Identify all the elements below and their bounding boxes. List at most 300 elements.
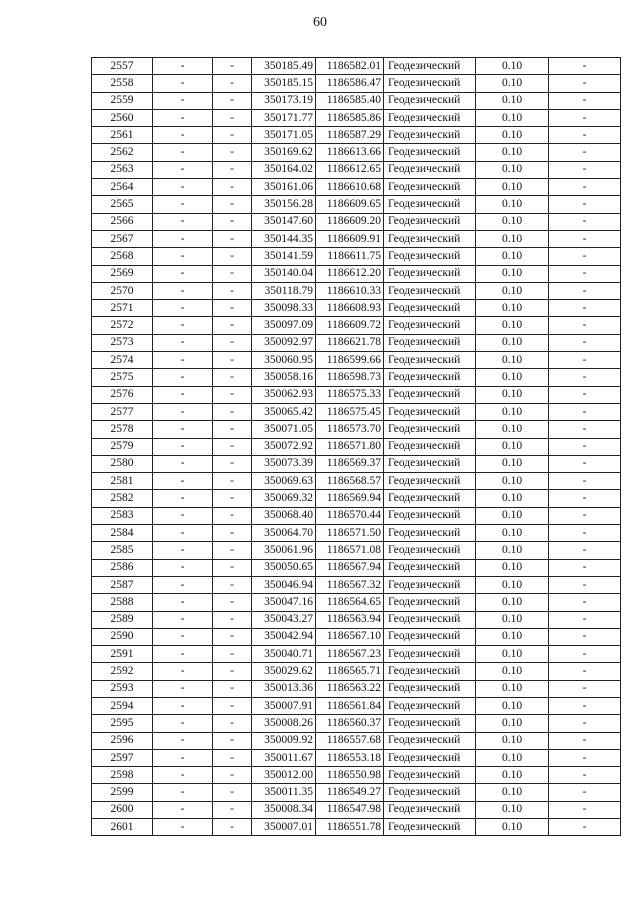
point-number-cell: 2558 — [92, 75, 153, 92]
empty-cell-1: - — [153, 386, 213, 403]
table-row — [92, 265, 621, 282]
table-row — [92, 525, 621, 542]
table-row — [92, 403, 621, 420]
precision-cell: 0.10 — [476, 646, 549, 663]
empty-cell-1: - — [153, 507, 213, 524]
empty-cell-3: - — [549, 767, 621, 784]
empty-cell-3: - — [549, 646, 621, 663]
point-number-cell: 2596 — [92, 732, 153, 749]
empty-cell-2: - — [213, 784, 252, 801]
table-body — [92, 58, 621, 836]
empty-cell-3: - — [549, 369, 621, 386]
empty-cell-2: - — [213, 576, 252, 593]
table-row — [92, 386, 621, 403]
empty-cell-1: - — [153, 663, 213, 680]
method-cell: Геодезический — [384, 819, 476, 836]
point-number-cell: 2582 — [92, 490, 153, 507]
method-cell: Геодезический — [384, 611, 476, 628]
y-coordinate-cell: 1186609.20 — [316, 213, 384, 230]
x-coordinate-cell: 350171.05 — [252, 127, 316, 144]
x-coordinate-cell: 350185.15 — [252, 75, 316, 92]
table-row — [92, 421, 621, 438]
method-cell: Геодезический — [384, 334, 476, 351]
empty-cell-1: - — [153, 438, 213, 455]
empty-cell-2: - — [213, 680, 252, 697]
point-number-cell: 2567 — [92, 230, 153, 247]
y-coordinate-cell: 1186608.93 — [316, 300, 384, 317]
x-coordinate-cell: 350047.16 — [252, 594, 316, 611]
point-number-cell: 2599 — [92, 784, 153, 801]
point-number-cell: 2576 — [92, 386, 153, 403]
x-coordinate-cell: 350065.42 — [252, 403, 316, 420]
empty-cell-3: - — [549, 611, 621, 628]
empty-cell-2: - — [213, 161, 252, 178]
empty-cell-3: - — [549, 213, 621, 230]
point-number-cell: 2565 — [92, 196, 153, 213]
method-cell: Геодезический — [384, 628, 476, 645]
precision-cell: 0.10 — [476, 213, 549, 230]
empty-cell-1: - — [153, 334, 213, 351]
table-row — [92, 767, 621, 784]
x-coordinate-cell: 350144.35 — [252, 230, 316, 247]
empty-cell-1: - — [153, 646, 213, 663]
empty-cell-3: - — [549, 92, 621, 109]
precision-cell: 0.10 — [476, 265, 549, 282]
precision-cell: 0.10 — [476, 179, 549, 196]
empty-cell-1: - — [153, 715, 213, 732]
empty-cell-2: - — [213, 819, 252, 836]
empty-cell-1: - — [153, 525, 213, 542]
x-coordinate-cell: 350069.63 — [252, 473, 316, 490]
empty-cell-2: - — [213, 317, 252, 334]
precision-cell: 0.10 — [476, 611, 549, 628]
x-coordinate-cell: 350092.97 — [252, 334, 316, 351]
y-coordinate-cell: 1186609.91 — [316, 230, 384, 247]
empty-cell-1: - — [153, 576, 213, 593]
empty-cell-2: - — [213, 352, 252, 369]
table-row — [92, 248, 621, 265]
precision-cell: 0.10 — [476, 317, 549, 334]
empty-cell-1: - — [153, 490, 213, 507]
point-number-cell: 2592 — [92, 663, 153, 680]
table-row — [92, 784, 621, 801]
point-number-cell: 2594 — [92, 697, 153, 714]
empty-cell-1: - — [153, 473, 213, 490]
y-coordinate-cell: 1186612.65 — [316, 161, 384, 178]
page-number: 60 — [313, 15, 327, 30]
method-cell: Геодезический — [384, 784, 476, 801]
empty-cell-3: - — [549, 542, 621, 559]
empty-cell-2: - — [213, 230, 252, 247]
point-number-cell: 2583 — [92, 507, 153, 524]
method-cell: Геодезический — [384, 403, 476, 420]
empty-cell-2: - — [213, 507, 252, 524]
method-cell: Геодезический — [384, 161, 476, 178]
empty-cell-3: - — [549, 628, 621, 645]
y-coordinate-cell: 1186547.98 — [316, 801, 384, 818]
empty-cell-2: - — [213, 490, 252, 507]
empty-cell-3: - — [549, 525, 621, 542]
method-cell: Геодезический — [384, 421, 476, 438]
point-number-cell: 2557 — [92, 58, 153, 75]
point-number-cell: 2587 — [92, 576, 153, 593]
point-number-cell: 2570 — [92, 282, 153, 299]
point-number-cell: 2601 — [92, 819, 153, 836]
precision-cell: 0.10 — [476, 230, 549, 247]
y-coordinate-cell: 1186598.73 — [316, 369, 384, 386]
empty-cell-1: - — [153, 213, 213, 230]
empty-cell-2: - — [213, 473, 252, 490]
y-coordinate-cell: 1186569.37 — [316, 455, 384, 472]
point-number-cell: 2562 — [92, 144, 153, 161]
method-cell: Геодезический — [384, 196, 476, 213]
method-cell: Геодезический — [384, 507, 476, 524]
empty-cell-2: - — [213, 767, 252, 784]
empty-cell-1: - — [153, 248, 213, 265]
y-coordinate-cell: 1186550.98 — [316, 767, 384, 784]
precision-cell: 0.10 — [476, 92, 549, 109]
precision-cell: 0.10 — [476, 369, 549, 386]
empty-cell-2: - — [213, 196, 252, 213]
method-cell: Геодезический — [384, 594, 476, 611]
method-cell: Геодезический — [384, 265, 476, 282]
method-cell: Геодезический — [384, 663, 476, 680]
empty-cell-2: - — [213, 75, 252, 92]
empty-cell-3: - — [549, 438, 621, 455]
table-row — [92, 230, 621, 247]
y-coordinate-cell: 1186599.66 — [316, 352, 384, 369]
method-cell: Геодезический — [384, 75, 476, 92]
precision-cell: 0.10 — [476, 525, 549, 542]
empty-cell-3: - — [549, 732, 621, 749]
method-cell: Геодезический — [384, 490, 476, 507]
empty-cell-3: - — [549, 819, 621, 836]
point-number-cell: 2573 — [92, 334, 153, 351]
table-row — [92, 352, 621, 369]
x-coordinate-cell: 350140.04 — [252, 265, 316, 282]
x-coordinate-cell: 350171.77 — [252, 109, 316, 126]
table-row — [92, 490, 621, 507]
precision-cell: 0.10 — [476, 749, 549, 766]
table-row — [92, 75, 621, 92]
x-coordinate-cell: 350040.71 — [252, 646, 316, 663]
x-coordinate-cell: 350042.94 — [252, 628, 316, 645]
point-number-cell: 2568 — [92, 248, 153, 265]
point-number-cell: 2581 — [92, 473, 153, 490]
method-cell: Геодезический — [384, 213, 476, 230]
y-coordinate-cell: 1186575.33 — [316, 386, 384, 403]
point-number-cell: 2560 — [92, 109, 153, 126]
empty-cell-3: - — [549, 196, 621, 213]
method-cell: Геодезический — [384, 715, 476, 732]
x-coordinate-cell: 350164.02 — [252, 161, 316, 178]
method-cell: Геодезический — [384, 352, 476, 369]
precision-cell: 0.10 — [476, 490, 549, 507]
table-row — [92, 646, 621, 663]
table-row — [92, 144, 621, 161]
point-number-cell: 2586 — [92, 559, 153, 576]
empty-cell-1: - — [153, 542, 213, 559]
y-coordinate-cell: 1186587.29 — [316, 127, 384, 144]
empty-cell-3: - — [549, 265, 621, 282]
empty-cell-1: - — [153, 421, 213, 438]
empty-cell-1: - — [153, 732, 213, 749]
precision-cell: 0.10 — [476, 732, 549, 749]
y-coordinate-cell: 1186563.22 — [316, 680, 384, 697]
point-number-cell: 2593 — [92, 680, 153, 697]
y-coordinate-cell: 1186585.40 — [316, 92, 384, 109]
y-coordinate-cell: 1186571.80 — [316, 438, 384, 455]
method-cell: Геодезический — [384, 386, 476, 403]
precision-cell: 0.10 — [476, 801, 549, 818]
table-row — [92, 732, 621, 749]
x-coordinate-cell: 350012.00 — [252, 767, 316, 784]
empty-cell-2: - — [213, 386, 252, 403]
method-cell: Геодезический — [384, 92, 476, 109]
empty-cell-2: - — [213, 594, 252, 611]
precision-cell: 0.10 — [476, 352, 549, 369]
x-coordinate-cell: 350007.01 — [252, 819, 316, 836]
point-number-cell: 2580 — [92, 455, 153, 472]
method-cell: Геодезический — [384, 576, 476, 593]
method-cell: Геодезический — [384, 317, 476, 334]
y-coordinate-cell: 1186560.37 — [316, 715, 384, 732]
method-cell: Геодезический — [384, 369, 476, 386]
table-row — [92, 801, 621, 818]
table-row — [92, 749, 621, 766]
x-coordinate-cell: 350118.79 — [252, 282, 316, 299]
x-coordinate-cell: 350008.26 — [252, 715, 316, 732]
empty-cell-2: - — [213, 801, 252, 818]
empty-cell-3: - — [549, 749, 621, 766]
empty-cell-1: - — [153, 317, 213, 334]
empty-cell-1: - — [153, 369, 213, 386]
empty-cell-3: - — [549, 179, 621, 196]
precision-cell: 0.10 — [476, 507, 549, 524]
table-row — [92, 92, 621, 109]
method-cell: Геодезический — [384, 248, 476, 265]
method-cell: Геодезический — [384, 144, 476, 161]
point-number-cell: 2572 — [92, 317, 153, 334]
empty-cell-3: - — [549, 334, 621, 351]
x-coordinate-cell: 350173.19 — [252, 92, 316, 109]
empty-cell-3: - — [549, 507, 621, 524]
y-coordinate-cell: 1186609.72 — [316, 317, 384, 334]
table-row — [92, 628, 621, 645]
precision-cell: 0.10 — [476, 248, 549, 265]
empty-cell-2: - — [213, 732, 252, 749]
y-coordinate-cell: 1186567.94 — [316, 559, 384, 576]
table-row — [92, 542, 621, 559]
y-coordinate-cell: 1186563.94 — [316, 611, 384, 628]
empty-cell-3: - — [549, 490, 621, 507]
x-coordinate-cell: 350058.16 — [252, 369, 316, 386]
y-coordinate-cell: 1186567.23 — [316, 646, 384, 663]
empty-cell-3: - — [549, 801, 621, 818]
empty-cell-3: - — [549, 144, 621, 161]
precision-cell: 0.10 — [476, 715, 549, 732]
method-cell: Геодезический — [384, 767, 476, 784]
x-coordinate-cell: 350043.27 — [252, 611, 316, 628]
table-row — [92, 58, 621, 75]
x-coordinate-cell: 350061.96 — [252, 542, 316, 559]
x-coordinate-cell: 350069.32 — [252, 490, 316, 507]
empty-cell-1: - — [153, 161, 213, 178]
y-coordinate-cell: 1186573.70 — [316, 421, 384, 438]
method-cell: Геодезический — [384, 732, 476, 749]
empty-cell-2: - — [213, 611, 252, 628]
point-number-cell: 2566 — [92, 213, 153, 230]
y-coordinate-cell: 1186567.10 — [316, 628, 384, 645]
table-row — [92, 507, 621, 524]
point-number-cell: 2561 — [92, 127, 153, 144]
precision-cell: 0.10 — [476, 127, 549, 144]
y-coordinate-cell: 1186586.47 — [316, 75, 384, 92]
table-row — [92, 179, 621, 196]
x-coordinate-cell: 350169.62 — [252, 144, 316, 161]
empty-cell-3: - — [549, 403, 621, 420]
empty-cell-1: - — [153, 749, 213, 766]
empty-cell-1: - — [153, 75, 213, 92]
precision-cell: 0.10 — [476, 784, 549, 801]
x-coordinate-cell: 350147.60 — [252, 213, 316, 230]
empty-cell-3: - — [549, 282, 621, 299]
point-number-cell: 2600 — [92, 801, 153, 818]
empty-cell-1: - — [153, 559, 213, 576]
empty-cell-1: - — [153, 196, 213, 213]
empty-cell-3: - — [549, 663, 621, 680]
empty-cell-2: - — [213, 542, 252, 559]
y-coordinate-cell: 1186582.01 — [316, 58, 384, 75]
y-coordinate-cell: 1186571.50 — [316, 525, 384, 542]
point-number-cell: 2585 — [92, 542, 153, 559]
empty-cell-2: - — [213, 663, 252, 680]
table-row — [92, 576, 621, 593]
method-cell: Геодезический — [384, 230, 476, 247]
empty-cell-3: - — [549, 473, 621, 490]
method-cell: Геодезический — [384, 109, 476, 126]
point-number-cell: 2579 — [92, 438, 153, 455]
method-cell: Геодезический — [384, 58, 476, 75]
empty-cell-1: - — [153, 784, 213, 801]
table-row — [92, 161, 621, 178]
point-number-cell: 2597 — [92, 749, 153, 766]
empty-cell-2: - — [213, 369, 252, 386]
table-row — [92, 109, 621, 126]
method-cell: Геодезический — [384, 473, 476, 490]
y-coordinate-cell: 1186567.32 — [316, 576, 384, 593]
empty-cell-3: - — [549, 455, 621, 472]
empty-cell-2: - — [213, 248, 252, 265]
empty-cell-2: - — [213, 403, 252, 420]
point-number-cell: 2564 — [92, 179, 153, 196]
point-number-cell: 2588 — [92, 594, 153, 611]
precision-cell: 0.10 — [476, 161, 549, 178]
empty-cell-1: - — [153, 282, 213, 299]
table-row — [92, 196, 621, 213]
empty-cell-3: - — [549, 352, 621, 369]
method-cell: Геодезический — [384, 300, 476, 317]
precision-cell: 0.10 — [476, 663, 549, 680]
method-cell: Геодезический — [384, 127, 476, 144]
y-coordinate-cell: 1186610.33 — [316, 282, 384, 299]
precision-cell: 0.10 — [476, 680, 549, 697]
empty-cell-2: - — [213, 559, 252, 576]
empty-cell-2: - — [213, 144, 252, 161]
empty-cell-2: - — [213, 92, 252, 109]
empty-cell-1: - — [153, 265, 213, 282]
empty-cell-2: - — [213, 421, 252, 438]
table-row — [92, 819, 621, 836]
method-cell: Геодезический — [384, 179, 476, 196]
table-row — [92, 438, 621, 455]
empty-cell-3: - — [549, 248, 621, 265]
empty-cell-1: - — [153, 819, 213, 836]
table-row — [92, 300, 621, 317]
precision-cell: 0.10 — [476, 386, 549, 403]
empty-cell-3: - — [549, 386, 621, 403]
empty-cell-1: - — [153, 680, 213, 697]
method-cell: Геодезический — [384, 680, 476, 697]
x-coordinate-cell: 350141.59 — [252, 248, 316, 265]
y-coordinate-cell: 1186569.94 — [316, 490, 384, 507]
y-coordinate-cell: 1186551.78 — [316, 819, 384, 836]
empty-cell-2: - — [213, 697, 252, 714]
method-cell: Геодезический — [384, 697, 476, 714]
x-coordinate-cell: 350072.92 — [252, 438, 316, 455]
empty-cell-1: - — [153, 144, 213, 161]
empty-cell-2: - — [213, 282, 252, 299]
x-coordinate-cell: 350013.36 — [252, 680, 316, 697]
empty-cell-3: - — [549, 576, 621, 593]
empty-cell-3: - — [549, 161, 621, 178]
precision-cell: 0.10 — [476, 334, 549, 351]
x-coordinate-cell: 350073.39 — [252, 455, 316, 472]
empty-cell-1: - — [153, 403, 213, 420]
empty-cell-2: - — [213, 265, 252, 282]
table-row — [92, 334, 621, 351]
method-cell: Геодезический — [384, 282, 476, 299]
x-coordinate-cell: 350007.91 — [252, 697, 316, 714]
empty-cell-1: - — [153, 58, 213, 75]
table-row — [92, 213, 621, 230]
empty-cell-1: - — [153, 127, 213, 144]
precision-cell: 0.10 — [476, 421, 549, 438]
empty-cell-2: - — [213, 455, 252, 472]
empty-cell-3: - — [549, 75, 621, 92]
empty-cell-3: - — [549, 127, 621, 144]
empty-cell-2: - — [213, 715, 252, 732]
point-number-cell: 2589 — [92, 611, 153, 628]
x-coordinate-cell: 350185.49 — [252, 58, 316, 75]
empty-cell-1: - — [153, 230, 213, 247]
y-coordinate-cell: 1186557.68 — [316, 732, 384, 749]
y-coordinate-cell: 1186613.66 — [316, 144, 384, 161]
empty-cell-1: - — [153, 697, 213, 714]
precision-cell: 0.10 — [476, 767, 549, 784]
table-row — [92, 697, 621, 714]
precision-cell: 0.10 — [476, 300, 549, 317]
x-coordinate-cell: 350060.95 — [252, 352, 316, 369]
x-coordinate-cell: 350011.67 — [252, 749, 316, 766]
table-row — [92, 663, 621, 680]
empty-cell-1: - — [153, 628, 213, 645]
empty-cell-1: - — [153, 801, 213, 818]
precision-cell: 0.10 — [476, 144, 549, 161]
method-cell: Геодезический — [384, 525, 476, 542]
y-coordinate-cell: 1186610.68 — [316, 179, 384, 196]
point-number-cell: 2569 — [92, 265, 153, 282]
